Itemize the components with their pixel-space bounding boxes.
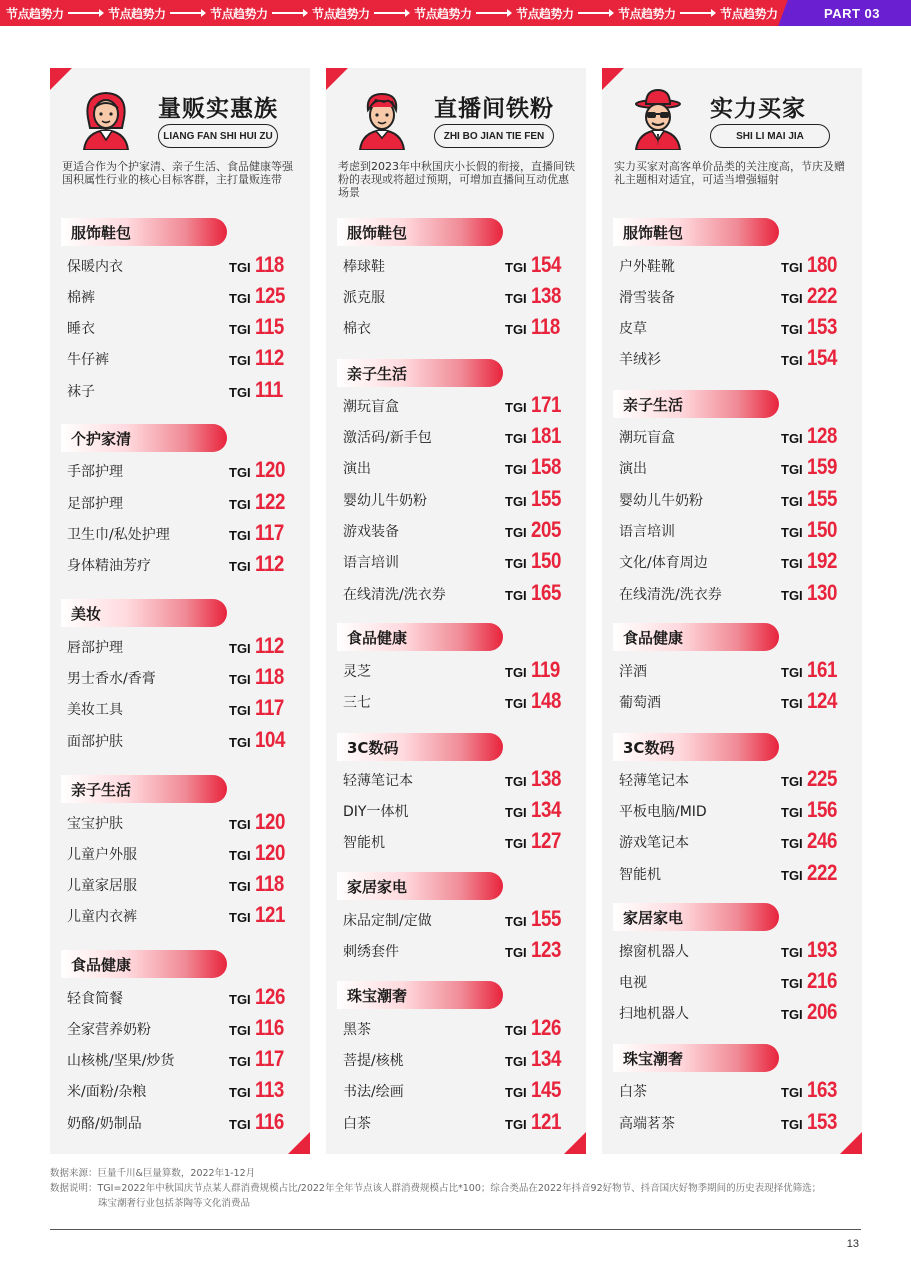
persona-title: 实力买家: [710, 96, 806, 122]
section-header: 食品健康: [337, 623, 503, 651]
arrow-icon: [476, 12, 510, 14]
banner-item: 节点趋势力: [0, 5, 102, 22]
tgi-row: 潮玩盲盒 TGI 171: [343, 392, 561, 417]
banner-item: 节点趋势力: [720, 6, 778, 21]
banner-trend-items: [0, 0, 782, 26]
man-avatar-icon: [354, 88, 410, 150]
tgi-row: 擦窗机器人 TGI 193: [619, 937, 837, 962]
tgi-row: 保暖内衣 TGI 118: [67, 252, 284, 277]
tgi-row: 在线清洗/洗衣券 TGI 165: [343, 580, 561, 605]
section-header: 亲子生活: [613, 390, 779, 418]
persona-description: 实力买家对高客单价品类的关注度高，节庆及赠礼主题相对适宜，可适当增强辐射: [614, 160, 845, 186]
section-header: 家居家电: [613, 903, 779, 931]
banner-item: 节点趋势力: [510, 5, 612, 22]
tgi-row: 书法/绘画 TGI 145: [343, 1077, 561, 1102]
tgi-row: 宝宝护肤 TGI 120: [67, 809, 285, 834]
tgi-row: 语言培训 TGI 150: [619, 517, 837, 542]
section-header: 3C数码: [337, 733, 503, 761]
tgi-row: 激活码/新手包 TGI 181: [343, 423, 561, 448]
tgi-row: 身体精油芳疗 TGI 112: [67, 551, 284, 576]
page-number: 13: [846, 1238, 859, 1250]
tgi-row: 睡衣 TGI 115: [67, 314, 284, 339]
persona-description: 更适合作为个护家清、亲子生活、食品健康等强国积属性行业的核心目标客群，主打量贩连带: [62, 160, 293, 186]
data-explain-note: 数据说明：TGI=2022年中秋国庆节点某人群消费规模占比/2022年全年节点该人群消费规模占比*100；综合类品在2022年抖音92好物节、抖音国庆好物季期间的历史表现择优筛选；: [50, 1183, 822, 1194]
arrow-icon: [578, 12, 612, 14]
persona-description: 考虑到2023年中秋国庆小长假的衔接，直播间铁粉的表现或将超过预期，可增加直播间互动优惠场景: [338, 160, 575, 199]
tgi-row: 葡萄酒 TGI 124: [619, 688, 837, 713]
section-header: 食品健康: [61, 950, 227, 978]
tgi-row: DIY一体机 TGI 134: [343, 797, 561, 822]
tgi-row: 白茶 TGI 163: [619, 1077, 837, 1102]
tgi-row: 手部护理 TGI 120: [67, 457, 285, 482]
section-header: 服饰鞋包: [337, 218, 503, 246]
tgi-row: 刺绣套件 TGI 123: [343, 937, 561, 962]
tgi-row: 袜子 TGI 111: [67, 377, 283, 402]
persona-title: 量贩实惠族: [158, 96, 278, 122]
tgi-row: 智能机 TGI 222: [619, 860, 837, 885]
section-header: 珠宝潮奢: [337, 981, 503, 1009]
banner-item: 节点趋势力: [204, 5, 306, 22]
tgi-row: 床品定制/定做 TGI 155: [343, 906, 561, 931]
persona-card-zhi-bo: [326, 68, 586, 1154]
top-banner: [0, 0, 911, 26]
tgi-row: 演出 TGI 158: [343, 454, 561, 479]
tgi-row: 菩提/核桃 TGI 134: [343, 1046, 561, 1071]
persona-pinyin: LIANG FAN SHI HUI ZU: [158, 124, 278, 148]
tgi-row: 足部护理 TGI 122: [67, 489, 285, 514]
tgi-row: 户外鞋靴 TGI 180: [619, 252, 837, 277]
persona-card-liang-fan: [50, 68, 310, 1154]
tgi-row: 唇部护理 TGI 112: [67, 633, 284, 658]
section-header: 服饰鞋包: [613, 218, 779, 246]
hat-man-avatar-icon: [630, 88, 686, 150]
persona-card-shi-li: [602, 68, 862, 1154]
tgi-row: 皮草 TGI 153: [619, 314, 837, 339]
tgi-row: 面部护肤 TGI 104: [67, 727, 285, 752]
section-header: 亲子生活: [337, 359, 503, 387]
tgi-row: 在线清洗/洗衣券 TGI 130: [619, 580, 837, 605]
tgi-row: 儿童户外服 TGI 120: [67, 840, 285, 865]
tgi-row: 智能机 TGI 127: [343, 828, 561, 853]
tgi-row: 羊绒衫 TGI 154: [619, 345, 837, 370]
arrow-icon: [68, 12, 102, 14]
tgi-row: 婴幼儿牛奶粉 TGI 155: [343, 486, 561, 511]
tgi-row: 山核桃/坚果/炒货 TGI 117: [67, 1046, 284, 1071]
tgi-row: 米/面粉/杂粮 TGI 113: [67, 1077, 284, 1102]
banner-item: 节点趋势力: [306, 5, 408, 22]
section-header: 珠宝潮奢: [613, 1044, 779, 1072]
tgi-row: 儿童内衣裤 TGI 121: [67, 902, 285, 927]
tgi-row: 棉衣 TGI 118: [343, 314, 560, 339]
tgi-row: 演出 TGI 159: [619, 454, 837, 479]
tgi-row: 轻薄笔记本 TGI 138: [343, 766, 561, 791]
tgi-row: 全家营养奶粉 TGI 116: [67, 1015, 284, 1040]
tgi-row: 美妆工具 TGI 117: [67, 695, 284, 720]
tgi-row: 语言培训 TGI 150: [343, 548, 561, 573]
tgi-row: 卫生巾/私处护理 TGI 117: [67, 520, 284, 545]
tgi-row: 儿童家居服 TGI 118: [67, 871, 284, 896]
tgi-row: 潮玩盲盒 TGI 128: [619, 423, 837, 448]
arrow-icon: [170, 12, 204, 14]
section-header: 食品健康: [613, 623, 779, 651]
persona-pinyin: SHI LI MAI JIA: [710, 124, 830, 148]
tgi-row: 扫地机器人 TGI 206: [619, 999, 837, 1024]
arrow-icon: [680, 12, 714, 14]
section-header: 服饰鞋包: [61, 218, 227, 246]
tgi-row: 奶酪/奶制品 TGI 116: [67, 1109, 284, 1134]
tgi-row: 轻薄笔记本 TGI 225: [619, 766, 837, 791]
arrow-icon: [374, 12, 408, 14]
woman-avatar-icon: [78, 88, 134, 150]
section-header: 3C数码: [613, 733, 779, 761]
footnotes: [50, 1166, 821, 1211]
tgi-row: 牛仔裤 TGI 112: [67, 345, 284, 370]
tgi-row: 高端茗茶 TGI 153: [619, 1109, 837, 1134]
section-header: 家居家电: [337, 872, 503, 900]
tgi-row: 游戏装备 TGI 205: [343, 517, 561, 542]
tgi-row: 三七 TGI 148: [343, 688, 561, 713]
tgi-row: 游戏笔记本 TGI 246: [619, 828, 837, 853]
tgi-row: 滑雪装备 TGI 222: [619, 283, 837, 308]
tgi-row: 白茶 TGI 121: [343, 1109, 561, 1134]
part-badge: PART 03: [793, 0, 911, 26]
banner-item: 节点趋势力: [102, 5, 204, 22]
tgi-row: 轻食简餐 TGI 126: [67, 984, 285, 1009]
tgi-row: 派克服 TGI 138: [343, 283, 561, 308]
tgi-row: 灵芝 TGI 119: [343, 657, 560, 682]
tgi-row: 棒球鞋 TGI 154: [343, 252, 561, 277]
tgi-row: 洋酒 TGI 161: [619, 657, 837, 682]
tgi-row: 棉裤 TGI 125: [67, 283, 285, 308]
section-header: 亲子生活: [61, 775, 227, 803]
section-header: 个护家清: [61, 424, 227, 452]
persona-pinyin: ZHI BO JIAN TIE FEN: [434, 124, 554, 148]
tgi-row: 婴幼儿牛奶粉 TGI 155: [619, 486, 837, 511]
tgi-row: 电视 TGI 216: [619, 968, 837, 993]
data-explain-note-2: 珠宝潮奢行业包括茶陶等文化消费品: [98, 1198, 251, 1209]
banner-item: 节点趋势力: [408, 5, 510, 22]
persona-title: 直播间铁粉: [434, 96, 554, 122]
tgi-row: 文化/体育周边 TGI 192: [619, 548, 837, 573]
footer-divider: [50, 1229, 861, 1230]
data-source-note: 数据来源：巨量千川&巨量算数，2022年1-12月: [50, 1168, 256, 1179]
section-header: 美妆: [61, 599, 227, 627]
arrow-icon: [272, 12, 306, 14]
banner-item: 节点趋势力: [612, 5, 714, 22]
tgi-row: 男士香水/香膏 TGI 118: [67, 664, 284, 689]
tgi-row: 平板电脑/MID TGI 156: [619, 797, 837, 822]
tgi-row: 黑茶 TGI 126: [343, 1015, 561, 1040]
